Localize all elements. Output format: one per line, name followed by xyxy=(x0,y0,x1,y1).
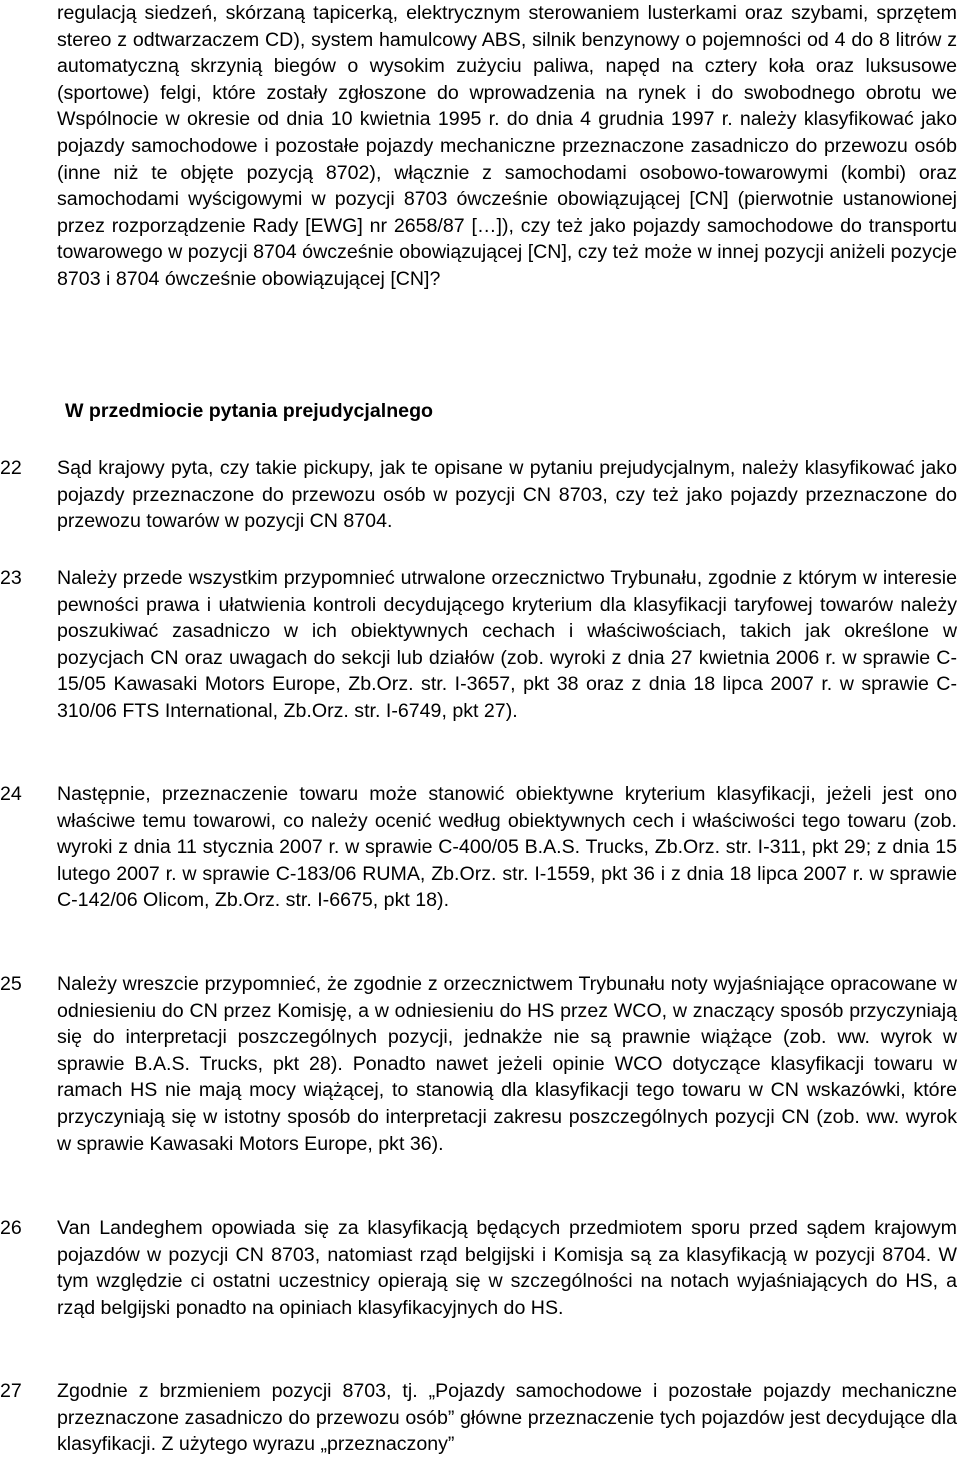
section-heading: W przedmiocie pytania prejudycjalnego xyxy=(65,400,434,422)
paragraph-23 xyxy=(0,565,960,725)
paragraph-number: 22 xyxy=(0,457,22,479)
paragraph-number: 23 xyxy=(0,567,22,589)
paragraph-25 xyxy=(0,971,960,1157)
paragraph-26 xyxy=(0,1215,960,1321)
paragraph-27 xyxy=(0,1378,960,1458)
paragraph-number: 26 xyxy=(0,1217,22,1239)
lead-paragraph: regulacją siedzeń, skórzaną tapicerką, elektrycznym sterowaniem lusterkami oraz szybami, sprzętem stereo z odtwarzaczem CD), system hamulcowy ABS, silnik benzynowy o pojemności od 4 do 8 litrów z automatyczną skrzynią biegów o wysokim zużyciu paliwa, napęd na cztery koła oraz luksusowe (sportowe) felgi, które zostały zgłoszone do wprowadzenia na rynek i do swobodnego obrotu we Wspólnocie w okresie od dnia 10 kwietnia 1995 r. do dnia 4 grudnia 1997 r. należy klasyfikować jako pojazdy samochodowe i pozostałe pojazdy mechaniczne przeznaczone zasadniczo do przewozu osób (inne niż te objęte pozycją 8702), włącznie z samochodami osobowo-towarowymi (kombi) oraz samochodami wyścigowymi w pozycji 8703 ówcześnie obowiązującej [CN] (pierwotnie ustanowionej przez rozporządzenie Rady [EWG] nr 2658/87 […]), czy też jako pojazdy samochodowe do transportu towarowego w pozycji 8704 ówcześnie obowiązującej [CN], czy też może w innej pozycji aniżeli pozycje 8703 i 8704 ówcześnie obowiązującej [CN]? xyxy=(57,2,957,290)
paragraph-number: 27 xyxy=(0,1380,22,1402)
paragraph-text: Należy wreszcie przypomnieć, że zgodnie z orzecznictwem Trybunału noty wyjaśniające opracowane w odniesieniu do CN przez Komisję, a w odniesieniu do HS przez WCO, w znaczący sposób przyczyniają się do interpretacji poszczególnych pozycji, jednakże nie są prawnie wiążące (zob. ww. wyrok w sprawie B.A.S. Trucks, pkt 28). Ponadto nawet jeżeli opinie WCO dotyczące klasyfikacji towaru w ramach HS nie mają mocy wiążącej, to stanowią dla klasyfikacji tego towaru w CN wskazówki, które przyczyniają się w istotny sposób do interpretacji zakresu poszczególnych pozycji CN (zob. ww. wyrok w sprawie Kawasaki Motors Europe, pkt 36). xyxy=(57,973,957,1155)
paragraph-number: 25 xyxy=(0,973,22,995)
paragraph-text: Sąd krajowy pyta, czy takie pickupy, jak te opisane w pytaniu prejudycjalnym, należy klasyfikować jako pojazdy przeznaczone do przewozu osób w pozycji CN 8703, czy też jako pojazdy przeznaczone do przewozu towarów w pozycji CN 8704. xyxy=(57,457,957,533)
paragraph-text: Należy przede wszystkim przypomnieć utrwalone orzecznictwo Trybunału, zgodnie z którym w interesie pewności prawa i ułatwienia kontroli decydującego kryterium dla klasyfikacji taryfowej towarów należy poszukiwać zasadniczo w ich obiektywnych cechach i właściwościach, takich jak określone w pozycjach CN oraz uwagach do sekcji lub działów (zob. wyroki z dnia 27 kwietnia 2006 r. w sprawie C-15/05 Kawasaki Motors Europe, Zb.Orz. str. I-3657, pkt 38 oraz z dnia 18 lipca 2007 r. w sprawie C-310/06 FTS International, Zb.Orz. str. I-6749, pkt 27). xyxy=(57,567,957,722)
paragraph-text: Van Landeghem opowiada się za klasyfikacją będących przedmiotem sporu przed sądem krajowym pojazdów w pozycji CN 8703, natomiast rząd belgijski i Komisja są za klasyfikacją w pozycji 8704. W tym względzie ci ostatni uczestnicy opierają się w szczególności na notach wyjaśniających do HS, a rząd belgijski ponadto na opiniach klasyfikacyjnych do HS. xyxy=(57,1217,957,1319)
paragraph-number: 24 xyxy=(0,783,22,805)
paragraph-24 xyxy=(0,781,960,914)
paragraph-text: Następnie, przeznaczenie towaru może stanowić obiektywne kryterium klasyfikacji, jeżeli jest ono właściwe temu towarowi, co należy ocenić według obiektywnych cech i właściwości tego towaru (zob. wyroki z dnia 11 stycznia 2007 r. w sprawie C-400/05 B.A.S. Trucks, Zb.Orz. str. I-311, pkt 29; z dnia 15 lutego 2007 r. w sprawie C-183/06 RUMA, Zb.Orz. str. I-1559, pkt 36 i z dnia 18 lipca 2007 r. w sprawie C-142/06 Olicom, Zb.Orz. str. I-6675, pkt 18). xyxy=(57,783,957,912)
paragraph-22 xyxy=(0,455,960,535)
paragraph-text: Zgodnie z brzmieniem pozycji 8703, tj. „Pojazdy samochodowe i pozostałe pojazdy mechaniczne przeznaczone zasadniczo do przewozu osób” główne przeznaczenie tych pojazdów jest decydujące dla klasyfikacji. Z użytego wyrazu „przeznaczony” xyxy=(57,1380,957,1456)
